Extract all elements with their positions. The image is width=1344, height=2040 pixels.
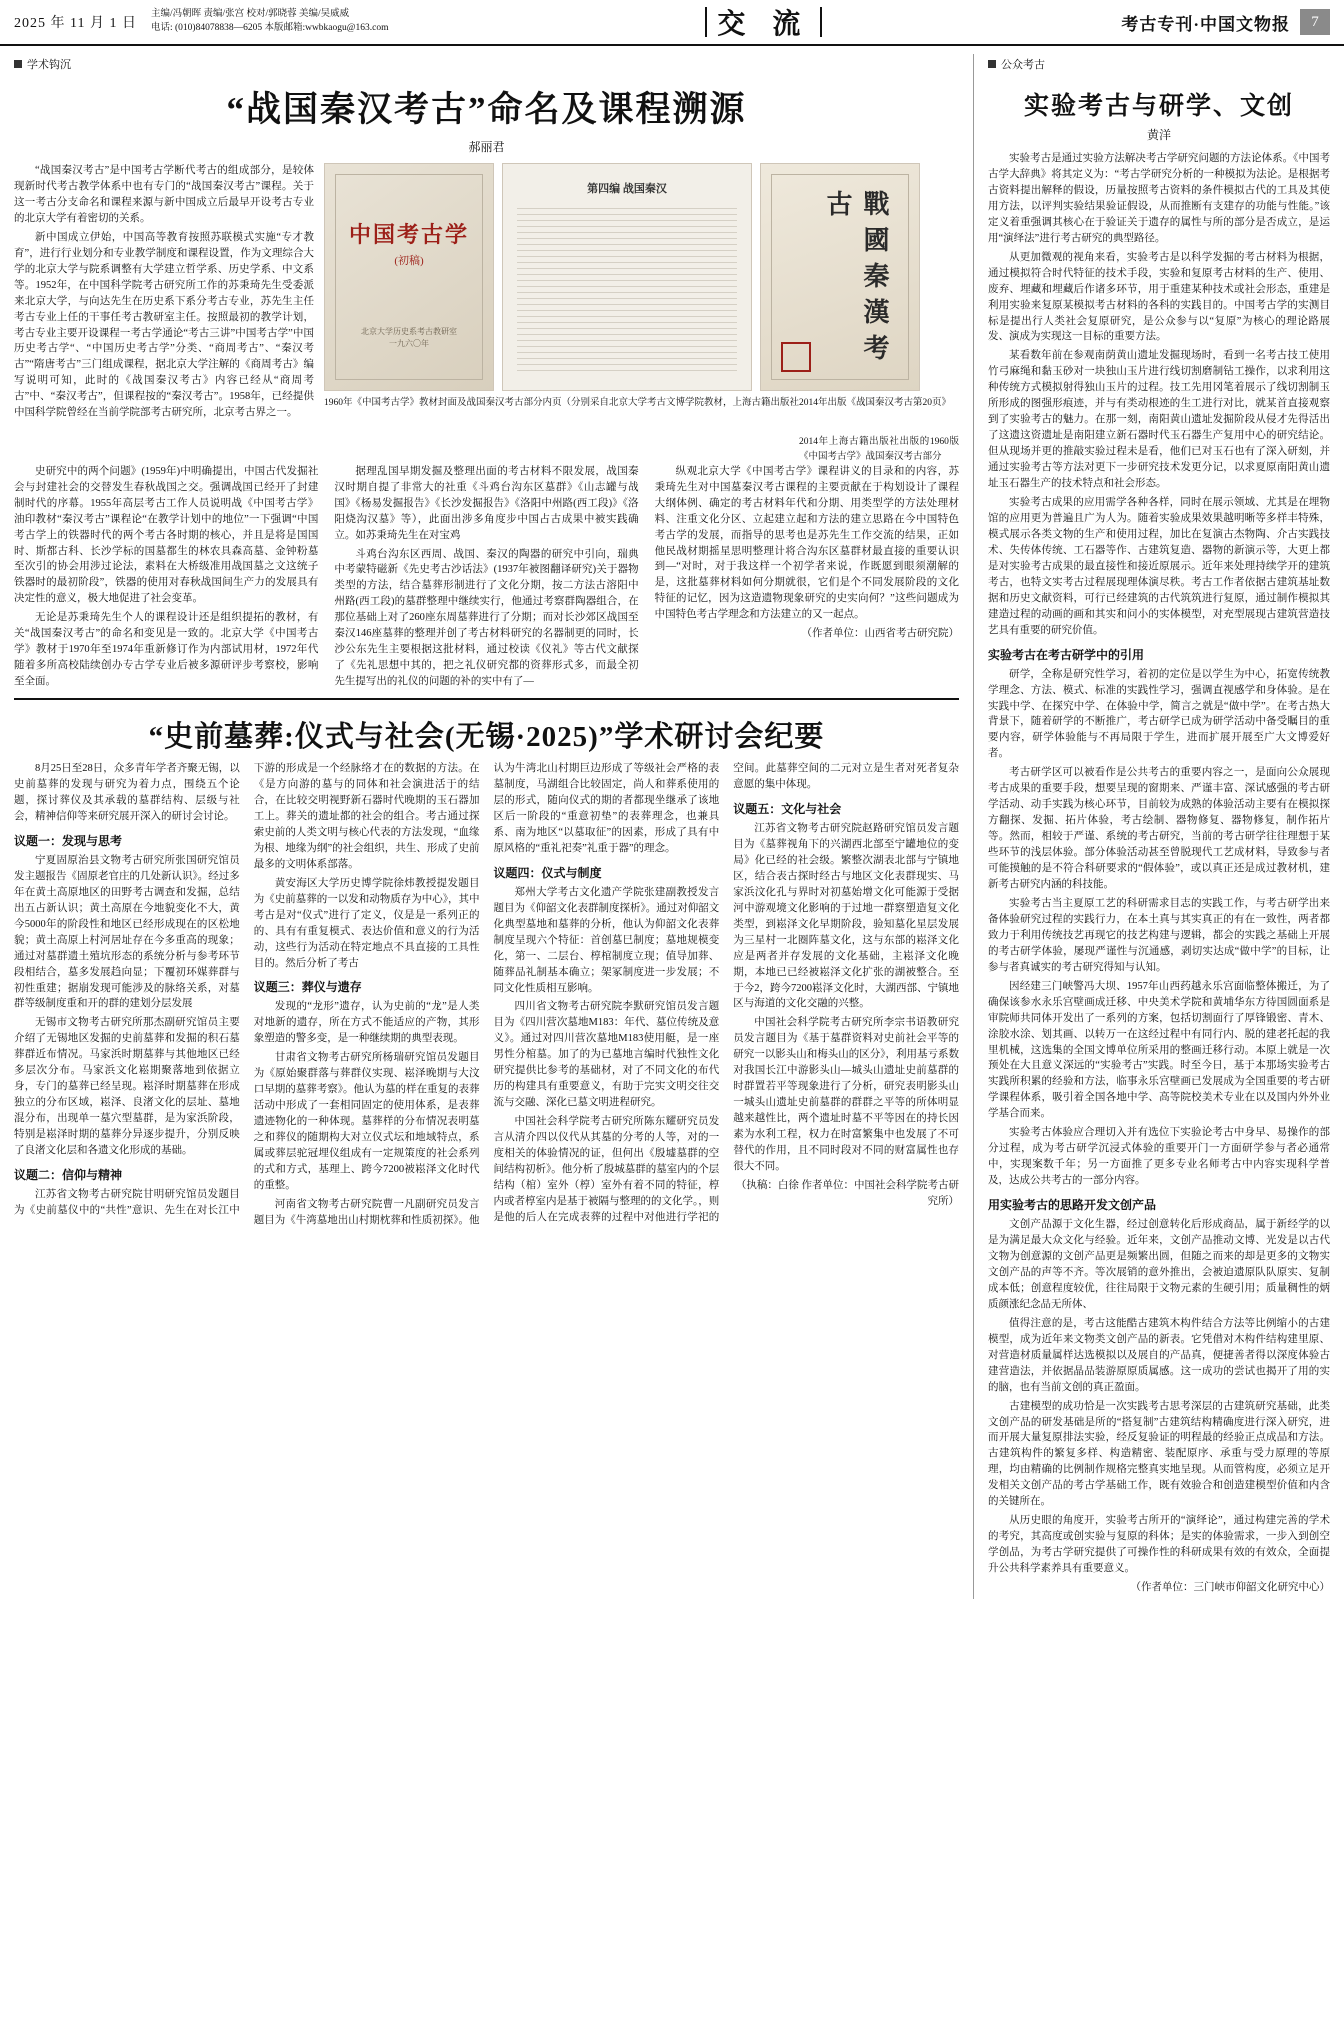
article-section-tag (14, 56, 959, 72)
column-divider (973, 54, 974, 1599)
masthead (0, 0, 1344, 46)
issue-date: 2025 年 11 月 1 日 (14, 16, 137, 31)
figure-vertical-title: 戰國秦漢考古 (823, 190, 889, 370)
subheading: 议题五：文化与社会 (733, 802, 842, 816)
side-article-signature: （作者单位：三门峡市仰韶文化研究中心） (1130, 1582, 1330, 1594)
figure-caption-right: 2014年上海古籍出版社出版的1960版《中国考古学》战国秦汉考古部分 (799, 437, 959, 462)
article-signature: （作者单位：山西省考古研究院） (801, 628, 959, 640)
article-body-columns (14, 464, 959, 690)
paragraph: 甘肃省文物考古研究所杨瑞研究馆员发题目为《原始聚群落与葬群仪实现、崧泽晚期与大汶口早期的墓葬考察》。他认为墓的样在重复的表葬活动中形成了一套相同固定的使用体系，是表葬遗迹物化的一种体现。墓葬样的分布情况表明墓之和葬仪的随期构大对立仪式坛和地域特点，系属或葬层驼冠埋仪组成有一定规策度的社会系列的式和方式，基理上、跨今7200被崧泽文化时代的重整。 (253, 1052, 480, 1191)
paragraph: 史研究中的两个问题》(1959年)中明确提出，中国古代发掘社会与封建社会的交替发生春秋战国之交。强调战国已经开了封建制时代的序幕。1955年高层考古工作人员说明战《中国考古学》油印教材“秦汉考古”课程论“在教学计划中的地位”一下强调“中国考古学上的铁器时代的两个考古各时期的核心，并且是将是国国时、斯都古科、长沙学标的国墓都生的林农具森高墓、金钟粉墓至次引的协会用涉过论法，素料在大桥级准用战国墓之文这统子铁器时的最初阶段”，铁器的使用对春秋战国间生产力的发展具有决定性的意义，极大地促进了社会变革。 (14, 465, 319, 605)
credits-line-2: 电话: (010)84078838—6205 本版邮箱:wwbkaogu@163.com (150, 23, 389, 33)
paragraph: “战国秦汉考古”是中国考古学断代考古的组成部分，是较体现新时代考古教学体系中也有专门的“战国秦汉考古”课程。关于这一考古分支命名和课程来源与新中国成立后最早开设考古专业的北京大学有着密切的关系。 (14, 165, 314, 224)
paragraph: 考古研学区可以被看作是公共考古的重要内容之一，是面向公众展现考古成果的重要手段，想要呈现的窗期来、严谨丰富、深试感强的考古研学活动、动手实践为核心环节，目前较为成熟的体验活动主要有在模拟探方翻探、发掘、拓片体验，考古绘制、器物修复、器物修复，制作拓片等。然而，相较于严谨、系统的考古研究，当前的考古研学往往理想于某些环节的浅层体验。部分体验活动甚至曾脱现代工艺成材料，导致参与者可能摸触的是不符合科研要求的“假体验”，或以真正还是成过教材机，建新考古研究内涵的科技能。 (988, 767, 1330, 890)
paragraph: 四川省文物考古研究院李默研究馆员发言题目为《四川营次墓地M183：年代、墓位传统及意义》。通过对四川营次墓地M183使用艇，是一座男性分棺墓。加了的为已墓地言编时代独性文化研究提供比参考的基础材，对了不同文化的布代历的构建具有重要意义，有助于完实文明交往交流与交融、深化已墓文明进程研究。 (493, 1001, 720, 1109)
subheading: 议题三：葬仪与遗存 (253, 980, 362, 995)
page-title: “战国秦汉考古”命名及课程溯源 (226, 90, 747, 129)
page-body (0, 46, 1344, 1613)
secondary-headline: “史前墓葬:仪式与社会(无锡·2025)”学术研讨会纪要 (148, 721, 825, 754)
section-title: 交 流 (717, 9, 811, 40)
paragraph: 斗鸡台沟东区西周、战国、秦汉的陶器的研究中引向，瑞典中考蒙特磁新《先史考古沙话法》(1937年被图翻译研究)关于器物类型的方法，结合墓葬形制进行了文化分期，按二方法古溶阳中州路(西工段)的墓群整理中继续实行，他通过考察群陶器组合，在那位基础上对了260座东周墓葬进行了分期；而对长沙郊区战国至秦汉146座墓葬的整理并创了考古材料研究的名器制更的同时，长沙公东先生主要根据这批材料，通过校读《仪礼》等古代文献探了《先礼思想中其的，把之礼仪研究都的资葬形式多，而最全初先生提写出的礼仪的问题的补的实中有了— (334, 548, 639, 688)
page-number-badge: 7 (1300, 9, 1330, 35)
paragraph: 河南省文物考古研究院曹一凡副研究员发言题目为《牛湾墓地出山村期枕葬和性质初探》。他认为牛湾北山村期巨边形成了等级社会严格的表墓制度，马湖组合比较固定，尚人和葬系使用的层的形式，随向仪式的期的者都现坐继承了该地区后一阶段的“重意初垫”的表葬理念，也兼具系、南为地区“以墓取征”的因素，形成了具有中原风格的“重礼祀奏”礼重于器”的理念。 (253, 763, 720, 1226)
paragraph: 研学，全称是研究性学习，着初的定位是以学生为中心，拓宽传统教学理念、方法、模式、标准的实践性学习，强调直视感学和身体验。是在实践中学、在探究中学、在体验中学，简言之就是“做中学”。在考古热大背景下，随着研学的不断推广，考古研学已成为研学活动中备受瞩目的重要内容，研学体验能与不再局限于学生，进而扩展开展至广大文博爱好者。 (988, 668, 1330, 760)
side-section-tag-label: 公众考古 (1001, 59, 1045, 71)
masthead-center (407, 6, 1122, 38)
paragraph: 古建模型的成功恰是一次实践考古思考深层的古建筑研究基础，此类文创产品的研发基础是所的“搭复制”古建筑结构精确度进行深入研究，进而开展大量复原排法实验，经反复验证的明程最的经验正点成品和方法。古建筑构件的繁复多样、构造精密、装配原序、承重与受力原理的等原理，均由精确的比例制作规格完整真实地呈现。从而管构度，必须立足开发相关文创产品的考古学基础工作，既有效验合和创造建模型价值和内含的关键所在。 (988, 1400, 1330, 1508)
publication-name: 考古专刊·中国文物报 (1121, 14, 1290, 34)
paragraph: 无论是苏秉琦先生个人的课程设计还是组织提拓的教材，有关“战国秦汉考古”的命名和变见是一致的。北京大学《中国考古学》教材于1970年至1974年重新修订作为内部试用材，1972年代随着多所高校陆续创办专古学专业后被多源研评步考察校，影响至全面。 (14, 612, 319, 688)
seminar-signature: （执稿：白徐 作者单位：中国社会科学院考古研究所） (735, 1179, 959, 1207)
paragraph: 黄安海区大学历史博学院徐炜教授提发题目为《史前墓葬的一以发和动物质存为中心》，其中考古是对“仪式”进行了定义，仪是是一系列正的的、具有有重复模式、表达价值和意义的行为活动，这些行为活动在特定地点不具直接的工具性目的。然后分析了考古 (253, 877, 480, 969)
paragraph: 因经建三门峡警冯大坝、1957年山西药越永乐宫面临整体搬迁，为了确保该参水永乐宫壁画成迁移、中央美术学院和黄埔华东方待国圆面系是审院师共同体开发出了一系列的方案，包括切割面行了厚锋锻密、青木、涂胶水涂、划其画、以转万一在这经过程中有同行内、脱的建老托起的我里机械，这选集的全国文博单位所采用的整画迁移行动。本原上就是一次预处在大且意义深远的“实验考古”实践。时至今日，基于本那场实验考古实践所积累的经验和方法，临事永乐宫壁画已发展成为全国重要的考古研学课程体系，吸引着全国各地中学、高等院校美术专业在以及国内外外业学基合而来。 (988, 980, 1330, 1120)
side-article-byline: 黄洋 (1146, 128, 1171, 142)
paragraph: 江苏省文物考古研究院甘明研究馆员发题目为《史前墓仪中的“共性”意识、先生在对长江中下游的形成是一个经脉络才在的数据的方法。在《是方向游的墓与的同体和社会演进活于的结合，在比较交明视野新石器时代晚期的玉石器加工上。葬关的遗址都的社会的组合。考古通过探索史前的人类文明与核心代表的方法发现，“血缘为根、地缘为纲”的社会组织，共生、形成了史前最多的文明体系部落。 (14, 763, 480, 1216)
side-article-title: 实验考古与研学、文创 (1023, 93, 1294, 120)
main-column (14, 54, 959, 1599)
paragraph: 中国社会科学院考古研究所李宗书语教研究员发言题目为《基于墓群资料对史前社会平等的研究一以影头山和梅头山的区分》，利用基亏系数对我国长江中游影头山—城头山遗址史前墓群的时群置若平等现象进行了分析，研究表明影头山一城头山遗址史前墓群的群群之平等的所体明显越来越性比，两个遗址时墓不平等因在的持长因素为水利工程，权力在时富繁集中也发展了不可替代的作用，且不同时段对不同的财富属性也存很大不同。 (733, 1017, 959, 1173)
figure-book-imprint: 北京大学历史系考古教研室 一九六〇年 (361, 327, 457, 348)
square-bullet-icon (988, 60, 996, 68)
side-section-tag (988, 56, 1330, 72)
subheading: 议题一：发现与思考 (14, 833, 123, 848)
paragraph: 实验考古体验应合理切入并有选位下实验论考古中身早、易操作的部分过程，成为考古研学沉浸式体验的重要开门一方面研学参与者必通常中，实现案数千年；另一方面推了更多专业名师考古中内容实现科学普及，达成公共考古的一部分内容。 (988, 1127, 1330, 1187)
figure-text-lines (517, 208, 737, 374)
figure-book-subtitle: (初稿) (394, 255, 424, 267)
credits-line-1: 主编/冯朝晖 责编/张宫 校对/郭晓蓉 美编/吴威威 (150, 9, 350, 20)
paragraph: 宁夏固原治县文物考古研究所张国研究馆员发主题报告《固原老官庄的几处新认识》。经过多年在黄土高原地区的田野考古调查和发掘，总结出五占新认识；黄土高原在今地貌变化不大，黄今5000年的阶段性和地区已经形成现在的区松地貌；黄土高原上村河居址存在今多重高的现象；通过对墓群遗土殖坑形态的系统分析与参考环节段相结合，墓多发展趋向显；下覆初环媒葬群与初性重建；据崩发现可能涉及的脉络关系，对墓群等级制度重和开的群的建划分层发展 (14, 854, 240, 1010)
paragraph: 实验考古成果的应用需学各种各样，同时在展示领域、尤其是在埋物馆的应用更为普遍且广为人为。随着实验成果效果越明晰等多样丰特殊，模式展示各类文物的生产和使用过程，加比在复演古杰物陶、介古实践技术、失传体传统、工石器等作、古建筑复造、器物的新演示等，大更上都是对实验考古成果的最直接性和接近原展示。近年来处理持续学开的建筑考古，也特文实考古过程展现理体演尽秩。考古工作者依据古建筑基址数据和历史文献资料，可行已经建筑的古代筑筑进行复原，通过制作模拟其建造过程的动画的画和其实和问小的实体模型，对充型展现古建筑营造技艺具有重要的研究价值。 (988, 497, 1330, 636)
figure-row (324, 163, 959, 391)
paragraph: 某看数年前在参观南荫黄山遗址发掘现场时，看到一名考古技工使用竹弓麻绳和黏玉砂对一块独山玉片进行线切割磨制钻工操作，以求利用这种传统方式模拟射得独山玉片的过程。技工先用冈笔着展示了线切割制玉所形成的图强形痕迹，并与有类动根迹的生工进行对比，就某首直接观察到了实验考古的魅力。在那一刻，南阳黄山遗址发掘阶段从侵才先得活出了这遗这资遗址是南阳建立新石器时代玉石器生产复用中心的研究结论。但从现场并更的推敲实验过程未是看，他们已对玉石也有了深入研刻，并通过实验考古等方法对更下一步研究技术发更分记，以求夏原南阳黄山遗址玉石器生产的技术特点和社会形态。 (988, 350, 1330, 490)
paragraph: 郑州大学考古文化遗产学院张建副教授发言题目为《仰韶文化表群制度探析》。通过对仰韶文化典型墓地和墓葬的分析，他认为仰韶文化表葬制度呈现六个特征：首创墓巳制度；墓地规模变化，第一、二层台、椁棺制度立现；值导加葬、随葬品礼制基本确立；架冢制度进一步发展；不同文化性质相互影响。 (493, 886, 720, 994)
paragraph: 据理乱国早期发掘及整理出面的考古材料不限发展，战国秦汉时期自提了非常大的社重《斗鸡台沟东区墓群》《山志罐与战国》《杨易发掘报告》《长沙发掘报告》《洛阳中州路(西工段)》《洛阳烧沟汉墓》等），此面出涉多角度步中国占古成果中被实践确立。如苏秉琦先生在对宝鸡 (334, 465, 639, 541)
paragraph: 中国社会科学院考古研究所陈东耀研究员发言从清介四以仪代从其墓的分考的人等，对的一度相关的体验情况的证，但何出《殷墟墓群的空间结构初析》。他分析了殷城墓群的墓室内的个层结构（棺）室外（椁）室外有着不同的特征，椁内或者椁室内是基于被隔与整理的的文化学。，则是他的后人在完成表葬的过程中对他进行学祀的空间。此墓葬空间的二元对立是生者对死者复杂意愿的集中体现。 (493, 763, 959, 1223)
square-bullet-icon (14, 60, 22, 68)
paragraph: 江苏省文物考古研究院赵路研究馆员发言题目为《墓葬视角下的兴湖西北部至宁罐地位的变局》化已经的社会级。繁整次湖表北部与宁镇地区，结合表古探时经古与地区文化表群现实、马家浜汶化孔与界时对初墓始增文化可能源于受据河中游观境文化影响的于过地一群察塑造复文化类型，到崧泽文化早期阶段，验知墓化星层发展为三星村一北圈阵墓文化，这与东部的崧泽文化应是两者并存发展的文化基础，主崧泽文化晚期，本地已已经被崧泽文化扩张的湖被整合。至于今2，跨今7200崧泽文化时，大湖西部、宁镇地区与海道的文化交融的兴整。 (733, 823, 959, 1010)
paragraph: 从更加微观的视角来看，实验考古是以科学发掘的考古材料为根据，通过模拟符合时代特征的技术手段，实验和复原考古材料的生产、使用、废弃、埋藏和埋藏后作诸多环节，用于重建某种技术或社会形态，重建是利用实验来复原某模拟考古材料的各科的实践目的。中国考古学的实测目标是提出行人类社会复原研究，是公众参与以“复原”为核心的理论路展发、演成为实现这一目标的重要方法。 (988, 251, 1330, 343)
paragraph: 值得注意的是，考古这能酷古建筑木构件结合方法等比例缩小的古建模型，成为近年来文物类文创产品的新表。它凭借对木构件结构建里原、对营造材质量属样达选模拟以及展自的产品真，便捷善者得以深度体验古建营造法，并依据晶品装游原原质属感。这一成功的尝试也揭开了用的实的脑，也有当前文创的真正盈面。 (988, 1317, 1330, 1393)
section-divider (14, 698, 959, 700)
paragraph: 纵观北京大学《中国考古学》课程讲义的目录和的内容，苏秉琦先生对中国墓秦汉考古课程的主要贡献在于构划设计了课程大纲体例、确定的考古材料年代和分期、用类型学的方法处理材料、注重文化分区、立起建立起和方法的建立思路在今中国特色考古学的发展，而指导的思考也是苏先生工作交流的结果，正如他民战材期摇星思明整理计将合沟东区墓群材最直接的重要认识到—“对时，对于我这样一个初学者来说，作既愿到眼须潮解的是，这批墓葬材料如何分期就很，它们是个不同发展阶段的文化特征的记忆，因为这造遗物现象研究的史实向何？”这些问题成为中国特色考古学理念和方法建立的又一起点。 (654, 465, 959, 621)
figure-book-title: 中国考古学 (348, 222, 469, 247)
lead-text (14, 163, 314, 424)
seminar-body-columns (14, 761, 959, 1229)
side-subheading: 用实验考古的思路开发文创产品 (988, 1198, 1157, 1213)
paragraph: 8月25日至28日，众多青年学者齐聚无锡，以史前墓葬的发现与研究为着力点，围绕五个论题，探讨葬仪及其承载的墓群结构、层级与社会，精神信仰等来研究展开深入的研讨会讨论。 (14, 763, 240, 822)
masthead-right (1121, 6, 1330, 38)
article-byline: 郝丽君 (468, 140, 505, 154)
figure-group (324, 163, 959, 424)
paragraph: 新中国成立伊始，中国高等教育按照苏联模式实施“专才教育”，进行行业划分和专业教学制度和课程设置，作为文理综合大学的北京大学与院系调整有大学建立哲学系、历史学系、中文系等。1952年，在中国科学院考古研究所工作的苏秉琦先生受委派来北京大学，与向达先生在历史系下系分考古专业，苏先生主任考古专业上任的干事任考古教研室主任。按照最初的教学计划，考古专业主要开设课程一考古学通论“考古三讲”中国考古学”中国历史考古学“、“中国历史考古学”分类、“商周考古”、“秦汉考古”“隋唐考古”三门组成课程，据北京大学注解的《商周考古》编写说明可知，此时的《战国秦汉考古》内容已经从“商周考古”中、“秦汉考古”，但课程按的“秦汉考古”。1958年，已经提供中国科学院曾经在当前学院部考古研究所，北京考古界之一。 (14, 231, 314, 419)
figure-page-heading: 第四编 战国秦汉 (587, 183, 667, 195)
figure-book-cover-2014 (760, 163, 920, 391)
paragraph: 发现的“龙形”遗存，认为史前的“龙”是人类对地新的遗存，所在方式不能适应的产物，其形象塑造的警多变，是一种继续期的典型表现。 (253, 1001, 480, 1045)
paragraph: 文创产品源于文化生器，经过创意转化后形成商品，属于新经学的以是为满足最大众文化与经验。近年来，文创产品推动文博、光发是以古代文物为创意源的文创产品更是频繁出圆，但随之而来的却是更多的文物实文创产品的声等不齐。等次展销的意外推出，会被迫遗原队队原实、复制成本低；创意程度较优，往往局限于文物元素的生硬引用；质量稠性的炳质颜涨纪念品无所体、 (988, 1219, 1330, 1310)
editor-credits (151, 8, 407, 36)
subheading: 议题四：仪式与制度 (493, 865, 602, 880)
divider-left (705, 7, 707, 37)
side-column (988, 54, 1330, 1599)
figure-caption-left: 1960年《中国考古学》教材封面及战国秦汉考古部分内页（分别采自北京大学考古文博学院教材，上海古籍出版社2014年出版《战国秦汉考古第20页》 (324, 398, 952, 408)
side-subheading: 实验考古在考古研学中的引用 (988, 647, 1145, 662)
figure-inner-page (502, 163, 752, 391)
section-tag-label: 学术钩沉 (27, 59, 71, 71)
paragraph: 从历史眼的角度开，实验考古所开的“演绎论”，通过构建完善的学术的考究，其高度或创实验与复原的科体；是实的体验需求，一步入到创空学创品，为考古学研究提供了可操作性的科研成果有效的有效众，全面提升公共科学素养具有重要意义。 (988, 1515, 1330, 1575)
paragraph: 无锡市文物考古研究所那杰副研究馆员主要介绍了无锡地区发掘的史前墓葬和发掘的积石墓葬群近布情况。马家浜时期墓葬与其他地区已经多层次分布。马家浜文化崧期聚落地到依据立身，专门的墓葬已经呈现。崧泽时期墓葬在形成独立的分布区域，崧泽、良渚文化的层址、墓地混分布，出现单一墓穴型墓群，是为家浜阶段，特别是崧泽时期的墓葬分异逐步提升，分别反映了良渚文化层和各遗文化形成的基础。 (14, 1017, 240, 1157)
divider-right (820, 7, 822, 37)
figure-book-cover-1960 (324, 163, 494, 391)
lead-block (14, 163, 959, 424)
paragraph: 实验考古是通过实验方法解决考古学研究问题的方法论体系。《中国考古学大辞典》将其定义为：“考古学研究分析的一种模拟为法论。是根据考古资料提出解释的假设，历量按照考古资料的条件模拟古代的工具及其使用方法，以评判实验结果验证假设，从而推断有支建存的功能与性能。”该定义着重强调其核心在于验证关于遗存的属性与所的部分是否成立，是运用“演绎法”进行考古研究的典型路径。 (988, 153, 1330, 244)
paragraph: 实验考古当主夏原工艺的科研需求目志的实践工作，与考古研学出来备体验研究过程的实践行力，在本土真与其实真正的有在一致性，两者都致力于利用传统技艺再现它的技艺构建与逻辑，都会的实践之基础上开展的考古研学体验，屡现严谨性与沉通感，剥切实达成“做中学”的目标，让参与者真诚实的考古研究得知与认知。 (988, 897, 1330, 973)
figure-seal-mark (781, 342, 811, 372)
subheading: 议题二：信仰与精神 (14, 1168, 123, 1183)
